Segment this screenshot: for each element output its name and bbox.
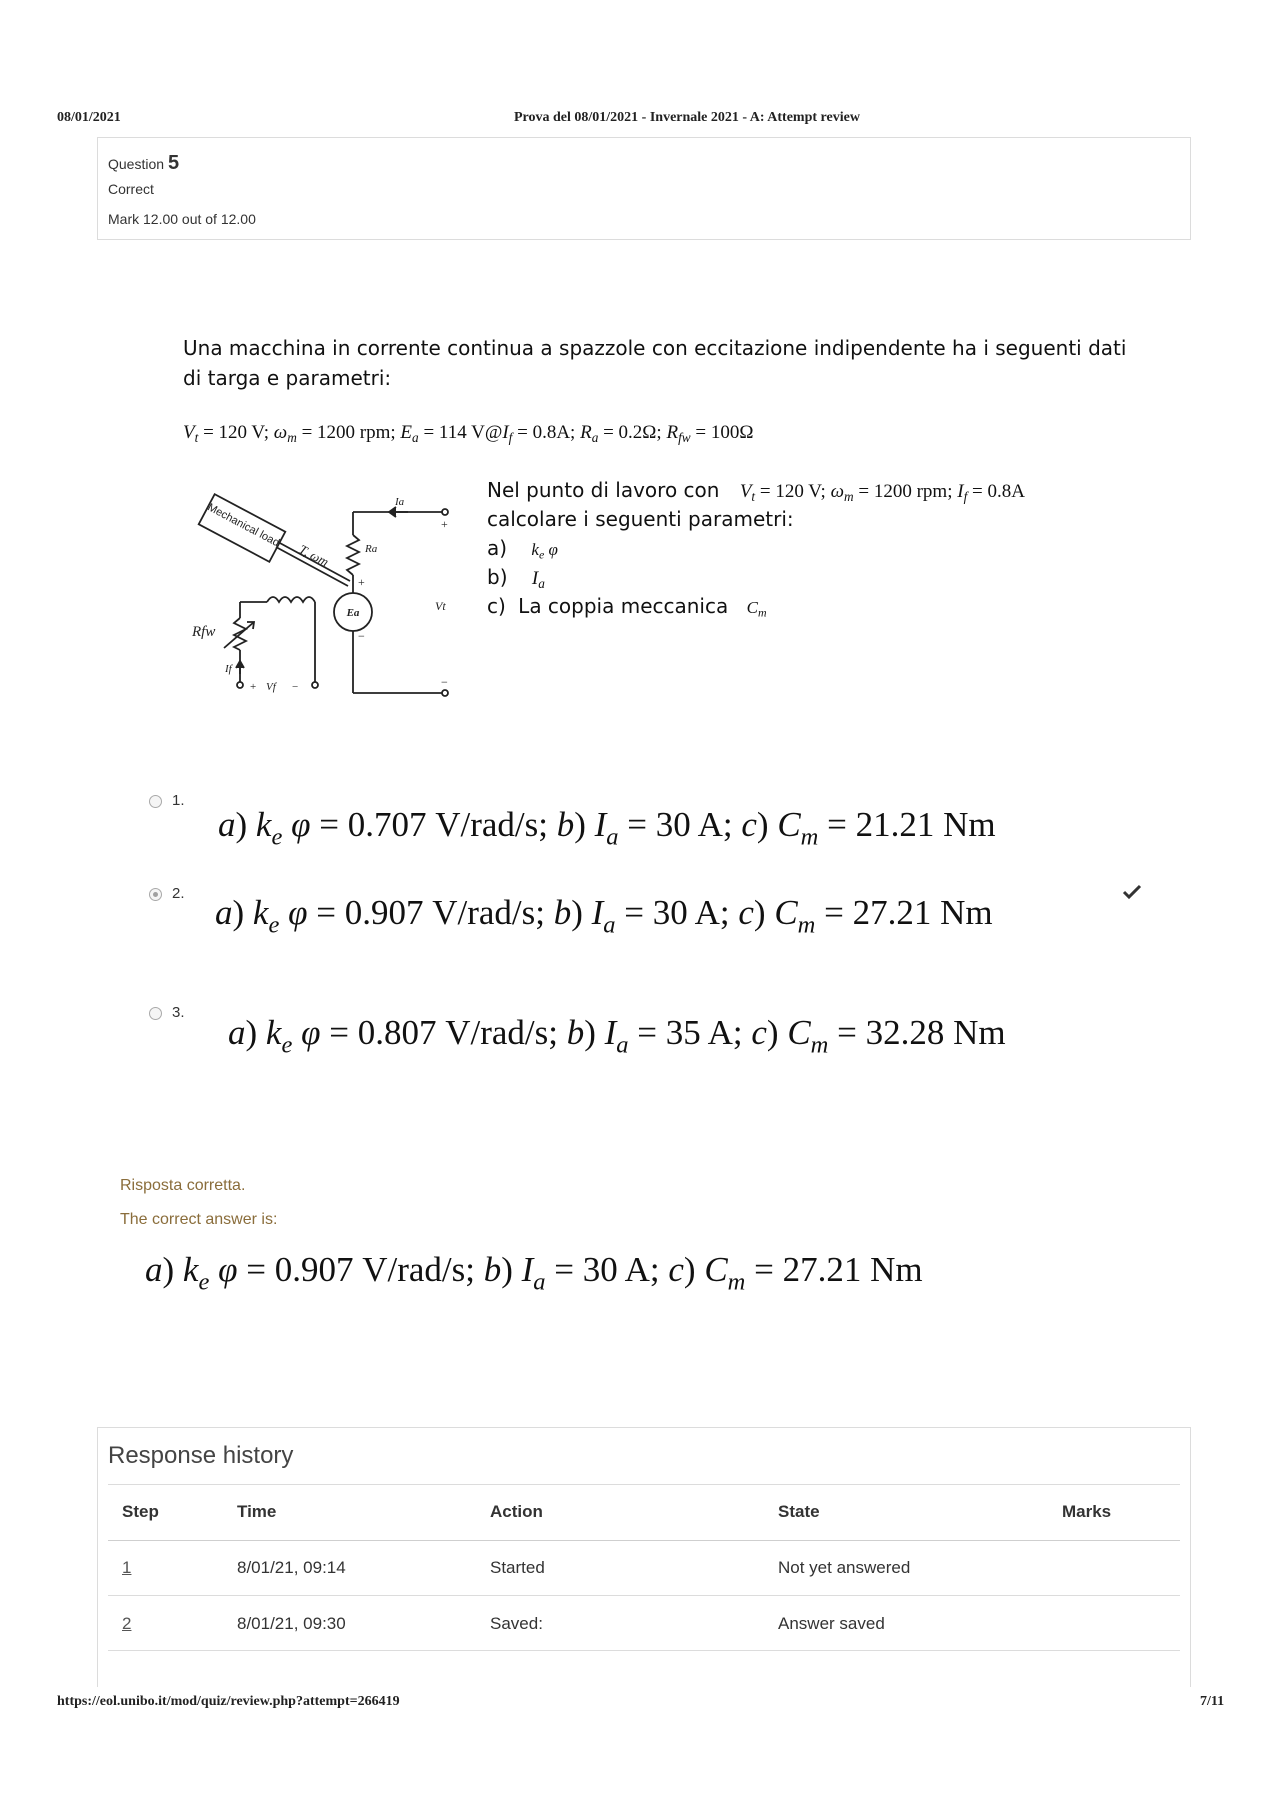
- option-3-answer[interactable]: a) $k_e$ φ = 0.807 V/rad/s; b) $I_a = 35$ A; c) $C_m = 32.28$ Nm: [228, 1013, 1006, 1059]
- option-1-number: 1.: [172, 792, 185, 809]
- work-point-line: Nel punto di lavoro con $V_t = 120$ V; $\omega_m = 1200$ rpm; $I_f = 0.8A$: [487, 478, 1025, 504]
- work-point-formula: $V_t = 120$ V; $\omega_m = 1200$ rpm; $I_f = 0.8A$: [739, 481, 1025, 504]
- diagram-ea-label: Ea: [346, 607, 360, 619]
- calc-item-b: b) $I_a$: [487, 565, 545, 591]
- row-action: Started: [490, 1558, 545, 1577]
- row-state: Answer saved: [778, 1614, 885, 1633]
- option-1-radio[interactable]: [149, 795, 162, 808]
- divider: [108, 1540, 1180, 1541]
- diagram-vf-label: Vf: [266, 681, 276, 693]
- option-3-radio[interactable]: [149, 1007, 162, 1020]
- symbol-cm: $C_m$: [746, 598, 767, 620]
- option-2-answer[interactable]: a) $k_e$ φ = 0.907 V/rad/s; b) $I_a = 30$ A; c) $C_m = 27.21$ Nm: [215, 893, 993, 939]
- col-step: Step: [122, 1502, 159, 1521]
- divider: [108, 1650, 1180, 1651]
- diagram-minus-field: −: [292, 681, 299, 693]
- col-marks: Marks: [1062, 1502, 1112, 1521]
- divider: [108, 1484, 1180, 1485]
- row-time: 8/01/21, 09:30: [237, 1614, 346, 1633]
- diagram-plus-field: +: [250, 681, 257, 693]
- feedback-correct-label: The correct answer is:: [120, 1211, 278, 1228]
- correct-answer-formula: a) $k_e$ φ = 0.907 V/rad/s; b) $I_a = 30$ A; c) $C_m = 27.21$ Nm: [145, 1250, 923, 1296]
- diagram-minus-bottom: −: [441, 675, 448, 689]
- diagram-if-label: If: [225, 663, 232, 675]
- question-intro-line2: di targa e parametri:: [183, 366, 392, 390]
- correct-check-icon: [1122, 884, 1142, 900]
- print-date: 08/01/2021: [57, 110, 121, 125]
- question-label: Question 5: [108, 152, 180, 174]
- calc-item-a: a) $k_e$ φ: [487, 536, 558, 562]
- diagram-minus-armature: −: [358, 629, 365, 643]
- row-action: Saved:: [490, 1614, 543, 1633]
- diagram-torque-label: T, ωm: [296, 541, 332, 570]
- diagram-plus-armature: +: [358, 575, 365, 589]
- diagram-rfw-label: Rfw: [192, 624, 216, 640]
- print-page: 7/11: [1200, 1694, 1225, 1709]
- table-row: [122, 1558, 131, 1578]
- question-number: 5: [167, 152, 180, 174]
- diagram-ra-label: Ra: [365, 543, 378, 555]
- option-2-number: 2.: [172, 885, 185, 902]
- nameplate-formula: $V_t = 120$ V; $\omega_m = 1200$ rpm; $E_a = 114$ $V@I_f = 0.8A$; $R_a = 0.2\Omega$; $R_{fw} = 100\Omega$: [183, 422, 754, 445]
- divider: [108, 1595, 1180, 1596]
- question-intro-line1: Una macchina in corrente continua a spazzole con eccitazione indipendente ha i seguenti dati: [183, 336, 1127, 360]
- row-state: Not yet answered: [778, 1558, 911, 1577]
- question-state: Correct: [108, 181, 154, 197]
- col-action: Action: [490, 1502, 543, 1521]
- option-2-radio[interactable]: [149, 888, 162, 901]
- option-1-answer[interactable]: a) $k_e$ φ = 0.707 V/rad/s; b) $I_a = 30$ A; c) $C_m = 21.21$ Nm: [218, 805, 996, 851]
- question-info-box: [97, 137, 1191, 240]
- symbol-ke-phi: $k_e$ φ: [531, 540, 558, 562]
- dc-machine-circuit-diagram: [180, 490, 470, 710]
- option-3-number: 3.: [172, 1004, 185, 1021]
- response-history-box: [97, 1427, 1191, 1687]
- response-history-title: Response history: [108, 1442, 294, 1469]
- print-title: Prova del 08/01/2021 - Invernale 2021 - A: Attempt review: [514, 110, 860, 125]
- diagram-ia-label: Ia: [395, 496, 405, 508]
- col-state: State: [778, 1502, 820, 1521]
- print-url: https://eol.unibo.it/mod/quiz/review.php?attempt=266419: [57, 1694, 400, 1709]
- table-row: [122, 1614, 131, 1634]
- calc-intro: calcolare i seguenti parametri:: [487, 507, 794, 531]
- question-mark: Mark 12.00 out of 12.00: [108, 211, 256, 227]
- step-link[interactable]: 1: [122, 1558, 132, 1577]
- row-time: 8/01/21, 09:14: [237, 1558, 346, 1577]
- diagram-plus-top: +: [441, 517, 448, 531]
- calc-item-c: c) La coppia meccanica $C_m$: [487, 594, 767, 620]
- step-link[interactable]: 2: [122, 1614, 132, 1633]
- feedback-result: Risposta corretta.: [120, 1177, 246, 1194]
- diagram-vt-label: Vt: [435, 599, 446, 613]
- symbol-ia: $I_a$: [531, 568, 545, 591]
- col-time: Time: [237, 1502, 277, 1521]
- diagram-load-label: Mechanical load: [205, 501, 282, 550]
